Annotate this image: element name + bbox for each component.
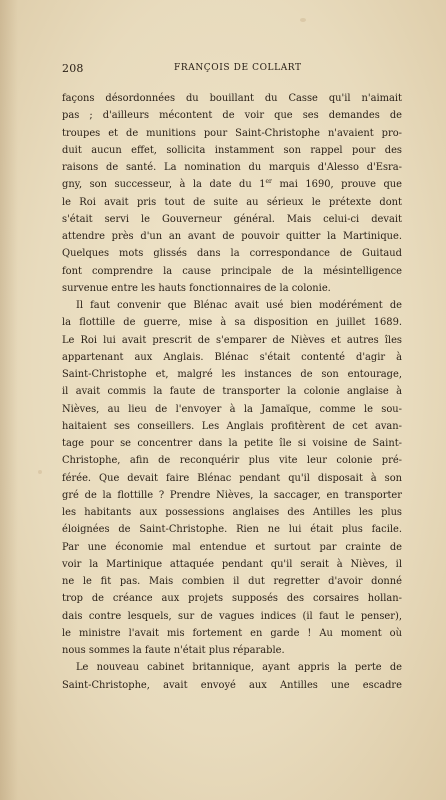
text-line: font comprendre la cause principale de la mésintelligence [62, 265, 402, 277]
text-line: les habitants aux possessions anglaises des Antilles les plus [62, 507, 402, 518]
text-line: Le nouveau cabinet britannique, ayant appris la perte de [76, 662, 402, 674]
text-line: s'était servi le Gouverneur général. Mais celui-ci devait [62, 213, 402, 225]
text-line: trop de créance aux projets supposés des corsaires hollan- [62, 593, 402, 605]
text-line: voir la Martinique attaquée pendant qu'il serait à Nièves, il [62, 558, 402, 570]
text-line: le ministre l'avait mis fortement en garde ! Au moment où [62, 627, 402, 639]
text-line: raisons de santé. La nomination du marquis d'Alesso d'Esra- [62, 162, 402, 173]
text-line: duit aucun effet, sollicita instamment son rappel pour des [62, 144, 402, 156]
text-line: Il faut convenir que Blénac avait usé bien modérément de [76, 300, 402, 311]
text-line: nous sommes la faute n'était plus réparable. [62, 645, 285, 656]
paper-stain [38, 470, 42, 474]
running-head: FRANÇOIS DE COLLART [174, 63, 302, 73]
text-line: le Roi avait pris tout de suite au sérieux le prétexte dont [62, 196, 402, 208]
text-line: appartenant aux Anglais. Blénac s'était contenté d'agir à [62, 351, 402, 363]
text-line: Nièves, au lieu de l'envoyer à la Jamaïque, comme le sou- [62, 403, 402, 415]
paragraph [62, 297, 402, 659]
text-line: Christophe, afin de reconquérir plus vite leur colonie pré- [62, 455, 402, 467]
paper-stain [300, 18, 306, 22]
text-line: il avait commis la faute de transporter la colonie anglaise à [62, 386, 402, 398]
text-line: Le Roi lui avait prescrit de s'emparer de Nièves et autres îles [62, 334, 402, 346]
text-line: survenue entre les hauts fonctionnaires de la colonie. [62, 282, 331, 294]
text-line: ne le fit pas. Mais combien il dut regretter d'avoir donné [62, 576, 402, 587]
text-line: tage pour se concentrer dans la petite île si voisine de Saint- [62, 438, 402, 449]
text-line: attendre près d'un an avant de pouvoir quitter la Martinique. [62, 231, 402, 242]
text-line: pas ; d'ailleurs mécontent de voir que ses demandes de [62, 110, 402, 122]
text-line: Saint-Christophe et, malgré les instances de son entourage, [62, 369, 402, 380]
text-line: Quelques mots glissés dans la correspondance de Guitaud [62, 248, 402, 260]
text-line: la flottille de guerre, mise à sa disposition en juillet 1689. [62, 317, 402, 329]
paragraph [62, 90, 402, 297]
page-gutter-shadow [0, 0, 18, 800]
text-line: façons désordonnées du bouillant du Casse qu'il n'aimait [62, 93, 402, 104]
text-line: dais contre lesquels, sur de vagues indices (il faut le penser), [62, 610, 402, 622]
text-line: Saint-Christophe, avait envoyé aux Antilles une escadre [62, 679, 402, 691]
body-text [62, 90, 402, 694]
text-line: gny, son successeur, à la date du 1er mai 1690, prouve que [62, 178, 402, 191]
page-number: 208 [62, 62, 84, 75]
text-line: Par une économie mal entendue et surtout par crainte de [62, 541, 402, 553]
paragraph [62, 659, 402, 694]
text-line: troupes et de munitions pour Saint-Christophe n'avaient pro- [62, 127, 402, 139]
page-header [62, 62, 402, 76]
text-line: gré de la flottille ? Prendre Nièves, la saccager, en transporter [62, 489, 402, 501]
text-line: éloignées de Saint-Christophe. Rien ne lui était plus facile. [62, 524, 402, 536]
text-line: férée. Que devait faire Blénac pendant qu'il disposait à son [62, 472, 402, 484]
text-line: haitaient ses conseillers. Les Anglais profitèrent de cet avan- [62, 420, 402, 432]
